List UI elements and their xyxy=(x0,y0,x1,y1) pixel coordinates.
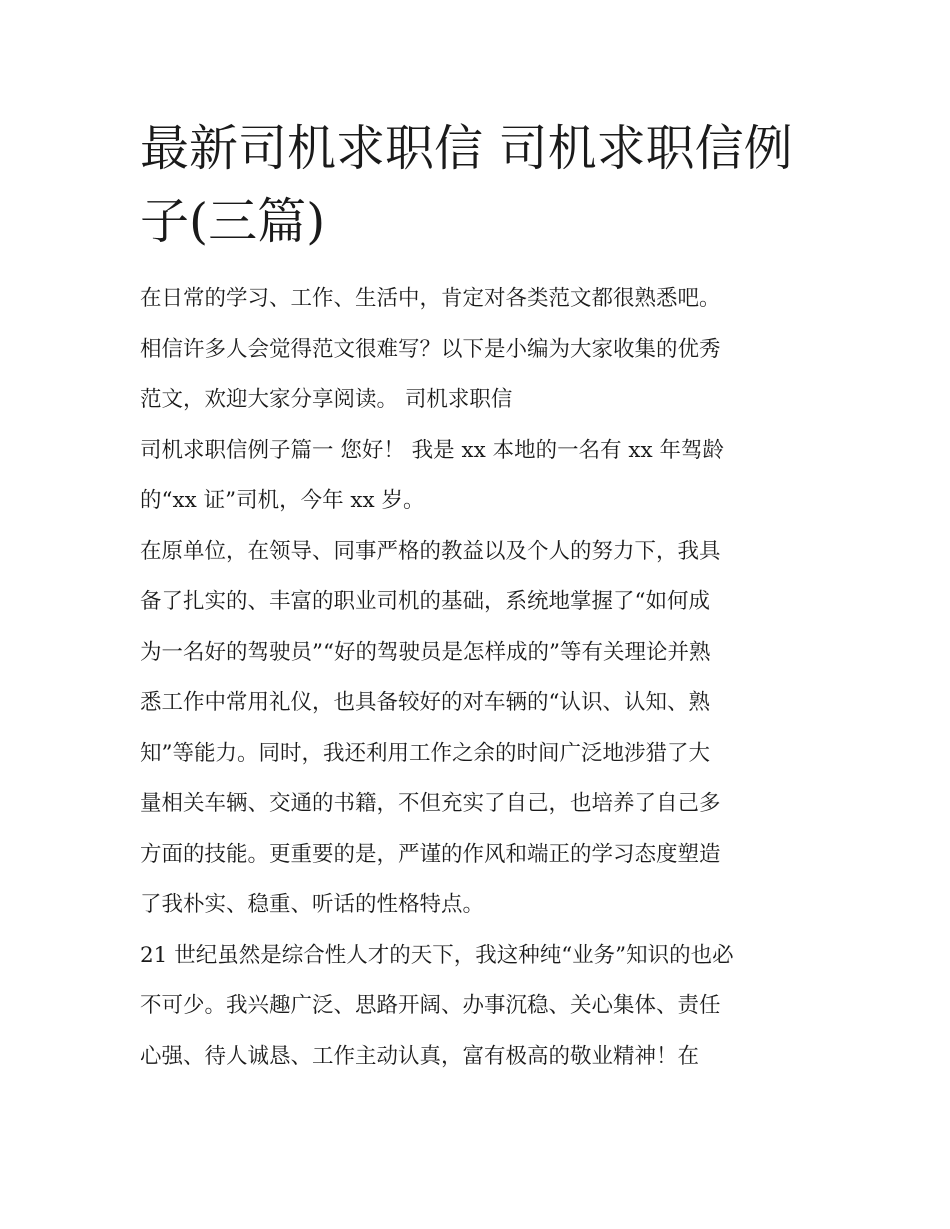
text-line: 在原单位，在领导、同事严格的教益以及个人的努力下，我具 xyxy=(140,538,721,564)
text-line: 不可少。我兴趣广泛、思路开阔、办事沉稳、关心集体、责任 xyxy=(140,993,721,1018)
text-line: 备了扎实的、丰富的职业司机的基础，系统地掌握了“如何成 xyxy=(140,589,710,614)
text-line: 司机求职信例子篇一 您好！ 我是 xx 本地的一名有 xx 年驾龄 xyxy=(140,437,725,463)
text-line: 量相关车辆、交通的书籍，不但充实了自己，也培养了自己多 xyxy=(140,791,721,816)
body-text xyxy=(140,274,820,1082)
page-title xyxy=(140,112,830,258)
text-line: 范文，欢迎大家分享阅读。 司机求职信 xyxy=(140,387,513,412)
text-line: 心强、待人诚恳、工作主动认真，富有极高的敬业精神！在 xyxy=(140,1043,700,1069)
text-line: 21 世纪虽然是综合性人才的天下，我这种纯“业务”知识的也必 xyxy=(140,942,734,968)
title-line: 子(三篇) xyxy=(140,193,326,250)
text-line: 在日常的学习、工作、生活中，肯定对各类范文都很熟悉吧。 xyxy=(140,286,721,311)
text-line: 知”等能力。同时，我还利用工作之余的时间广泛地涉猎了大 xyxy=(140,740,710,766)
text-line: 为一名好的驾驶员”“好的驾驶员是怎样成的”等有关理论并熟 xyxy=(140,639,711,665)
text-line: 的“xx 证”司机，今年 xx 岁。 xyxy=(140,488,425,513)
text-line: 方面的技能。更重要的是，严谨的作风和端正的学习态度塑造 xyxy=(140,841,721,867)
text-line: 了我朴实、稳重、听话的性格特点。 xyxy=(140,892,485,917)
text-line: 相信许多人会觉得范文很难写？以下是小编为大家收集的优秀 xyxy=(140,336,721,362)
text-line: 悉工作中常用礼仪，也具备较好的对车辆的“认识、认知、熟 xyxy=(140,690,710,715)
title-line: 最新司机求职信 司机求职信例 xyxy=(140,120,793,177)
